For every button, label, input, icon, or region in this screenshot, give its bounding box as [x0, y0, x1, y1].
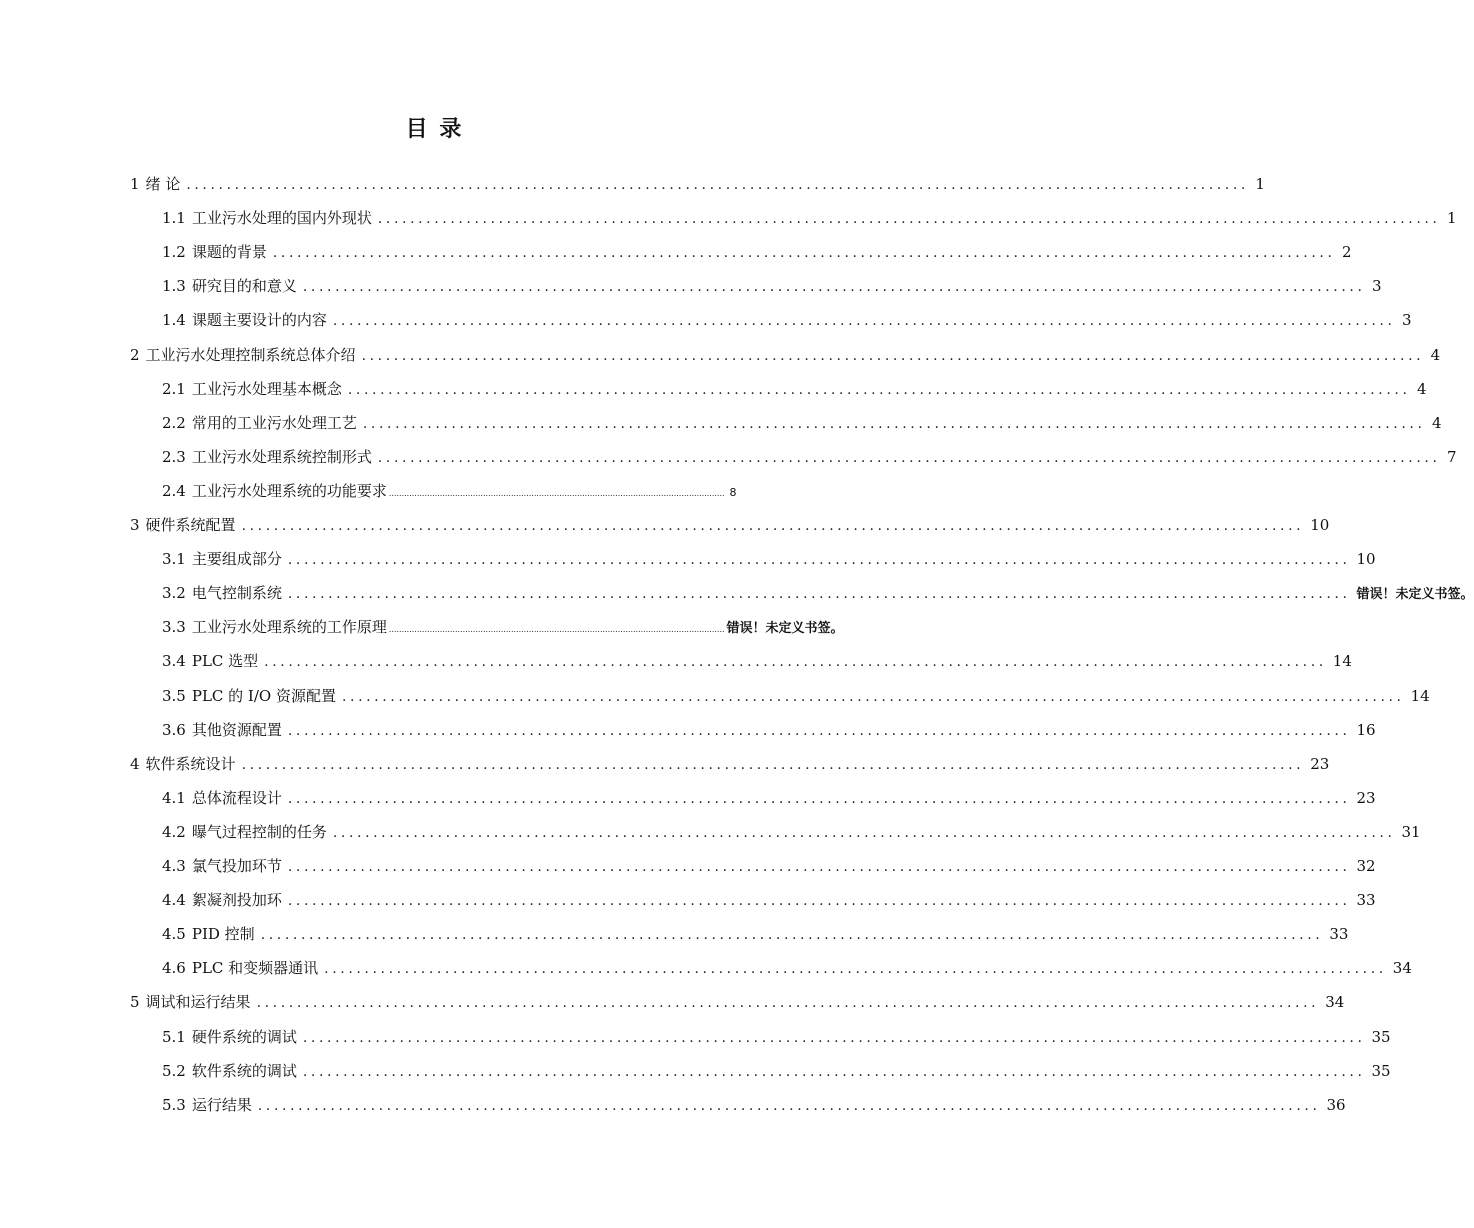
toc-dot-leader: .................................................................................................................................... — [241, 518, 1305, 534]
toc-title: 目 录 — [405, 116, 464, 142]
toc-dot-leader: .................................................................................................................................... — [332, 313, 1396, 330]
toc-dot-leader: .................................................................................................................................... — [362, 415, 1426, 432]
toc-entry[interactable] — [162, 581, 1474, 605]
toc-dot-leader: .................................................................................................................................... — [302, 279, 1366, 296]
toc-entry-label: 调试和运行结果 — [145, 993, 251, 1012]
toc-entry-number: 4.4 — [162, 891, 186, 910]
toc-entry[interactable] — [162, 956, 1412, 980]
toc-page-number: 16 — [1356, 720, 1376, 739]
toc-page-number: 33 — [1329, 925, 1349, 944]
toc-entry-label: 主要组成部分 — [191, 550, 282, 569]
toc-entry-number: 2.3 — [162, 447, 186, 466]
toc-entry-label: 运行结果 — [191, 1095, 252, 1114]
toc-entry-label: 课题主要设计的内容 — [191, 311, 327, 330]
toc-page-number: 1 — [1446, 209, 1457, 228]
toc-dot-leader: .................................................................................................................................... — [264, 654, 1327, 671]
toc-page-number: 34 — [1325, 993, 1345, 1012]
toc-entry-number: 4.2 — [162, 822, 186, 841]
toc-entry-number: 2 — [130, 345, 140, 364]
toc-entry[interactable] — [162, 377, 1427, 401]
toc-entry-number: 3.3 — [162, 618, 186, 637]
toc-entry-number: 5.2 — [162, 1061, 186, 1080]
toc-entry[interactable] — [130, 990, 1345, 1014]
toc-entry-label: 硬件系统配置 — [145, 516, 236, 534]
toc-page-number: 36 — [1326, 1095, 1346, 1114]
toc-dot-leader: .................................................................................................................................... — [287, 722, 1351, 739]
toc-entry[interactable] — [162, 922, 1349, 946]
toc-entry-label: 总体流程设计 — [191, 788, 282, 807]
toc-page-number: 4 — [1431, 413, 1442, 432]
toc-entry[interactable] — [162, 820, 1421, 844]
toc-entry-number: 4 — [130, 754, 140, 773]
toc-page-number: 35 — [1371, 1061, 1391, 1080]
toc-entry[interactable] — [162, 445, 1457, 469]
toc-entry[interactable] — [162, 1059, 1391, 1083]
toc-dot-leader: .................................................................................................................................... — [186, 177, 1249, 193]
toc-entry-number: 4.6 — [162, 959, 186, 978]
toc-entry-number: 4.1 — [162, 788, 186, 807]
toc-page-number: 34 — [1392, 959, 1412, 978]
toc-entry-label: 氯气投加环节 — [191, 857, 282, 875]
toc-dot-leader: .................................................................................................................................... — [377, 449, 1441, 466]
toc-entry-label: 其他资源配置 — [191, 720, 282, 739]
toc-page-number: 3 — [1401, 311, 1412, 330]
toc-entry-label: 工业污水处理系统的工作原理 — [191, 618, 387, 637]
toc-entry[interactable] — [162, 274, 1382, 298]
toc-entry-label: 工业污水处理系统的功能要求 — [191, 481, 387, 500]
toc-entry-label: 工业污水处理系统控制形式 — [191, 447, 372, 466]
toc-dot-leader: .................................................................................................................................... — [347, 381, 1411, 398]
toc-entry-number: 1.3 — [162, 277, 186, 296]
toc-entry-label: 研究目的和意义 — [191, 277, 297, 296]
toc-entry-label: 软件系统的调试 — [191, 1061, 297, 1080]
toc-entry-number: 5.1 — [162, 1027, 186, 1046]
toc-entry-number: 3.1 — [162, 550, 186, 569]
toc-entry-number: 3.4 — [162, 652, 186, 671]
toc-entry-number: 1.2 — [162, 243, 186, 262]
toc-entry[interactable] — [162, 684, 1430, 708]
toc-entry-label: PLC 选型 — [191, 652, 259, 671]
toc-page-number: 10 — [1310, 516, 1330, 534]
toc-page-number: 错误！未定义书签。 — [726, 621, 844, 637]
toc-entry[interactable] — [162, 411, 1442, 435]
toc-entry-label: 软件系统设计 — [145, 754, 236, 773]
toc-entry[interactable] — [162, 206, 1457, 230]
toc-entry-number: 1 — [130, 175, 140, 193]
toc-dot-leader: .................................................................................................................................... — [260, 927, 1324, 944]
toc-entry[interactable] — [162, 1025, 1391, 1049]
toc-entry-label: 工业污水处理控制系统总体介绍 — [145, 345, 356, 364]
toc-page-number: 4 — [1430, 345, 1441, 364]
toc-dot-leader: .................................................................................................................................... — [287, 586, 1351, 603]
toc-dot-leader: .................................................................................................................................... — [287, 859, 1351, 875]
toc-entry-label: 絮凝剂投加环 — [191, 891, 282, 910]
toc-entry-label: PLC 和变频器通讯 — [191, 959, 319, 978]
toc-entry[interactable] — [162, 854, 1376, 878]
toc-page-number: 23 — [1310, 754, 1330, 773]
toc-dot-leader: .................................................................................................................................... — [302, 1063, 1366, 1080]
toc-entry-number: 3.2 — [162, 584, 186, 603]
toc-entry[interactable] — [130, 513, 1330, 537]
toc-dot-leader: .................................................................................................................................... — [287, 893, 1351, 910]
toc-entry[interactable] — [162, 718, 1376, 742]
toc-dot-leader: .................................................................................................................................... — [302, 1029, 1366, 1046]
toc-entry-number: 5.3 — [162, 1095, 186, 1114]
toc-page-number: 14 — [1332, 652, 1352, 671]
toc-entry-label: 绪 论 — [145, 175, 181, 193]
toc-entry-label: 课题的背景 — [191, 243, 267, 262]
toc-page-number: 2 — [1341, 243, 1352, 262]
toc-dot-leader: .................................................................................................................................... — [241, 756, 1305, 773]
toc-entry[interactable] — [162, 479, 736, 503]
toc-entry-number: 1.1 — [162, 209, 186, 228]
toc-entry-number: 3.6 — [162, 720, 186, 739]
toc-entry[interactable] — [162, 615, 844, 639]
toc-page-number: 14 — [1410, 686, 1430, 705]
toc-dot-leader: .................................................................................................................................... — [257, 1097, 1321, 1114]
toc-entry-label: 常用的工业污水处理工艺 — [191, 413, 357, 432]
toc-dot-leader: .................................................................................................................................... — [324, 961, 1387, 978]
toc-entry[interactable] — [130, 172, 1265, 196]
toc-dot-leader: .................................................................................................................................... — [287, 790, 1351, 807]
toc-page-number: 8 — [729, 485, 737, 499]
toc-entry-label: 工业污水处理的国内外现状 — [191, 209, 372, 228]
toc-page-number: 3 — [1371, 277, 1382, 296]
toc-entry-label: 工业污水处理基本概念 — [191, 379, 342, 398]
toc-entry[interactable] — [162, 308, 1412, 332]
toc-entry-number: 2.2 — [162, 413, 186, 432]
toc-entry[interactable] — [162, 547, 1376, 571]
toc-dot-leader: .................................................................................................................................... — [272, 245, 1336, 262]
toc-page-number: 7 — [1446, 447, 1457, 466]
toc-entry-number: 2.1 — [162, 379, 186, 398]
toc-entry-number: 4.3 — [162, 857, 186, 875]
toc-entry-number: 3.5 — [162, 686, 186, 705]
toc-entry-number: 3 — [130, 516, 140, 534]
toc-entry[interactable] — [162, 649, 1352, 673]
toc-page-number: 35 — [1371, 1027, 1391, 1046]
toc-entry-number: 2.4 — [162, 481, 186, 500]
toc-dot-leader: .................................................................................................................................... — [388, 625, 725, 635]
toc-entry[interactable] — [162, 888, 1376, 912]
toc-dot-leader: .................................................................................................................................... — [341, 688, 1405, 705]
toc-page-number: 31 — [1401, 822, 1421, 841]
toc-entry[interactable] — [162, 240, 1352, 264]
toc-entry-number: 4.5 — [162, 925, 186, 944]
toc-page-number: 错误！未定义书签。 — [1356, 587, 1474, 603]
toc-page-number: 1 — [1255, 175, 1265, 193]
toc-entry-label: PID 控制 — [191, 925, 255, 944]
toc-entry-number: 1.4 — [162, 311, 186, 330]
toc-entry-label: 电气控制系统 — [191, 584, 282, 603]
toc-dot-leader: .................................................................................................................................... — [256, 995, 1320, 1012]
toc-dot-leader: .................................................................................................................................... — [332, 824, 1396, 841]
toc-entry-label: 硬件系统的调试 — [191, 1027, 297, 1046]
toc-entry[interactable] — [130, 752, 1330, 776]
toc-page-number: 10 — [1356, 550, 1376, 569]
toc-entry[interactable] — [162, 786, 1376, 810]
toc-page-number: 4 — [1416, 379, 1427, 398]
toc-dot-leader: .................................................................................................................................... — [287, 552, 1351, 569]
toc-page-number: 32 — [1356, 857, 1376, 875]
toc-dot-leader: .................................................................................................................................... — [361, 347, 1425, 364]
toc-entry-label: 曝气过程控制的任务 — [191, 822, 327, 841]
toc-entry-number: 5 — [130, 993, 140, 1012]
toc-entry-label: PLC 的 I/O 资源配置 — [191, 686, 336, 705]
toc-entry[interactable] — [162, 1093, 1346, 1117]
toc-page-number: 23 — [1356, 788, 1376, 807]
toc-entry[interactable] — [130, 343, 1441, 367]
toc-dot-leader: .................................................................................................................................... — [377, 211, 1441, 228]
toc-dot-leader: .................................................................................................................................... — [388, 488, 725, 498]
toc-page-number: 33 — [1356, 891, 1376, 910]
